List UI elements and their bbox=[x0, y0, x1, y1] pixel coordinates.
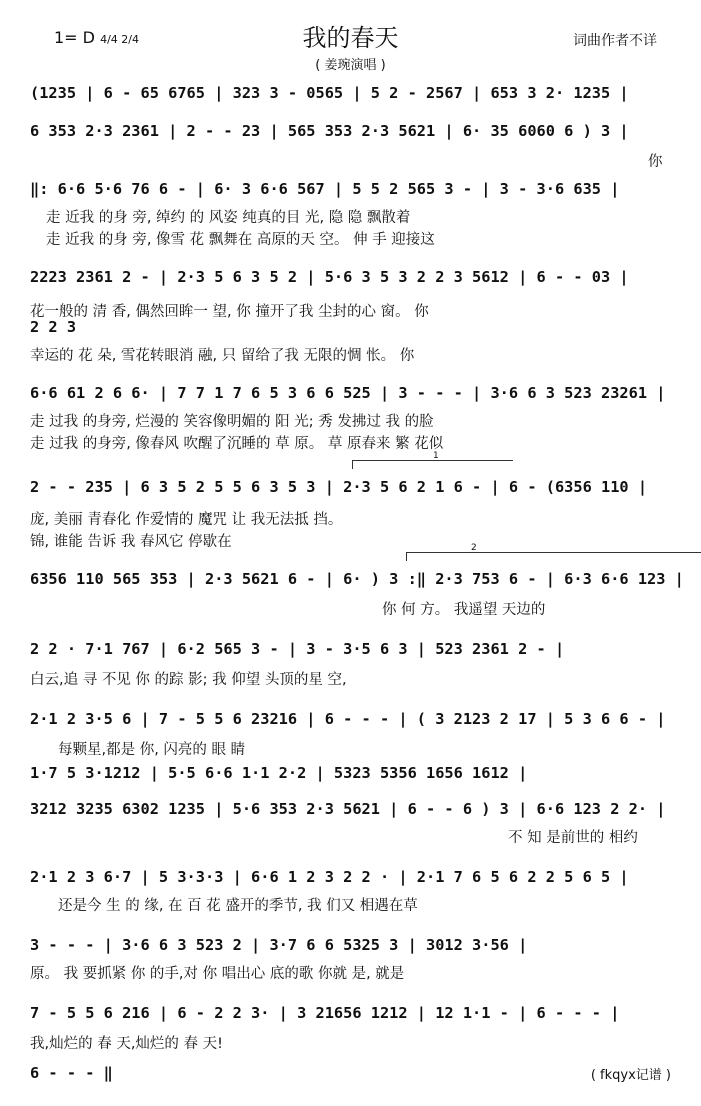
lyric-line: 走 过我 的身旁, 烂漫的 笑容像明媚的 阳 光; 秀 发拂过 我 的脸 bbox=[30, 414, 434, 430]
volta-bracket-1: 1 bbox=[352, 460, 513, 469]
notation-line: (1235 | 6 - 65 6765 | 323 3 - 0565 | 5 2 - 2567 | 653 3 2· 1235 | bbox=[30, 84, 629, 102]
lyric-line: 庞, 美丽 青春化 作爱情的 魔咒 让 我无法抵 挡。 bbox=[30, 512, 343, 528]
notation-line: 2 2 · 7·1 767 | 6·2 565 3 - | 3 - 3·5 6 3 | 523 2361 2 - | bbox=[30, 640, 565, 658]
lyric-line: 原。 我 要抓紧 你 的手,对 你 唱出心 底的歌 你就 是, 就是 bbox=[30, 966, 405, 982]
lyric-line: 还是今 生 的 缘, 在 百 花 盛开的季节, 我 们又 相遇在草 bbox=[58, 898, 418, 914]
lyric-line: 白云,追 寻 不见 你 的踪 影; 我 仰望 头顶的星 空, bbox=[30, 672, 347, 688]
lyric-line: 不 知 是前世的 相约 bbox=[508, 830, 638, 846]
notation-line: 6 353 2·3 2361 | 2 - - 23 | 565 353 2·3 5621 | 6· 35 6060 6 ) 3 | bbox=[30, 122, 629, 140]
notation-line: 3212 3235 6302 1235 | 5·6 353 2·3 5621 | 6 - - 6 ) 3 | 6·6 123 2 2· | bbox=[30, 800, 666, 818]
lyric-line: 我,灿烂的 春 天,灿烂的 春 天! bbox=[30, 1036, 223, 1052]
notation-line: 6 - - - ‖ bbox=[30, 1064, 113, 1082]
notation-line: 2 2 3 bbox=[30, 318, 77, 336]
notation-line: 2·1 2 3 6·7 | 5 3·3·3 | 6·6 1 2 3 2 2 · | 2·1 7 6 5 6 2 2 5 6 5 | bbox=[30, 868, 629, 886]
notation-line: 2·1 2 3·5 6 | 7 - 5 5 6 23216 | 6 - - - | ( 3 2123 2 17 | 5 3 6 6 - | bbox=[30, 710, 666, 728]
lyric-line: 幸运的 花 朵, 雪花转眼消 融, 只 留给了我 无限的惆 怅。 你 bbox=[30, 348, 415, 364]
notation-line: 3 - - - | 3·6 6 3 523 2 | 3·7 6 6 5325 3 | 3012 3·56 | bbox=[30, 936, 528, 954]
song-title: 我的春天 bbox=[302, 24, 399, 52]
notation-line: 2223 2361 2 - | 2·3 5 6 3 5 2 | 5·6 3 5 3 2 2 3 5612 | 6 - - 03 | bbox=[30, 268, 629, 286]
notation-line: 2 - - 235 | 6 3 5 2 5 5 6 3 5 3 | 2·3 5 6 2 1 6 - | 6 - (6356 110 | bbox=[30, 478, 648, 496]
transcriber-credit: ( fkqyx记谱 ) bbox=[590, 1068, 671, 1083]
lyric-line: 花一般的 清 香, 偶然回眸一 望, 你 撞开了我 尘封的心 窗。 你 bbox=[30, 304, 429, 320]
notation-line: ‖: 6·6 5·6 76 6 - | 6· 3 6·6 567 | 5 5 2 565 3 - | 3 - 3·6 635 | bbox=[30, 180, 620, 198]
singer-line: ( 姜琬演唱 ) bbox=[315, 58, 386, 73]
notation-line: 6·6 61 2 6 6· | 7 7 1 7 6 5 3 6 6 525 | 3 - - - | 3·6 6 3 523 23261 | bbox=[30, 384, 666, 402]
lyric-line: 走 近我 的身 旁, 绰约 的 风姿 纯真的目 光, 隐 隐 飘散着 bbox=[46, 210, 411, 226]
lyric-line: 你 何 方。 我遥望 天边的 bbox=[382, 602, 546, 618]
volta-bracket-2: 2 bbox=[406, 552, 701, 561]
lyric-line: 你 bbox=[648, 154, 663, 170]
lyric-line: 走 近我 的身 旁, 像雪 花 飘舞在 高原的天 空。 伸 手 迎接这 bbox=[46, 232, 435, 248]
time-signature: 4/4 2/4 bbox=[100, 33, 139, 46]
notation-line: 6356 110 565 353 | 2·3 5621 6 - | 6· ) 3 :‖ 2·3 753 6 - | 6·3 6·6 123 | bbox=[30, 570, 684, 588]
composer-credit: 词曲作者不详 bbox=[573, 33, 657, 49]
key-signature: 1= D 4/4 2/4 bbox=[54, 28, 139, 47]
notation-line: 1·7 5 3·1212 | 5·5 6·6 1·1 2·2 | 5323 5356 1656 1612 | bbox=[30, 764, 528, 782]
lyric-line: 锦, 谁能 告诉 我 春风它 停歇在 bbox=[30, 534, 232, 550]
lyric-line: 每颗星,都是 你, 闪亮的 眼 睛 bbox=[58, 742, 246, 758]
lyric-line: 走 过我 的身旁, 像春风 吹醒了沉睡的 草 原。 草 原春来 繁 花似 bbox=[30, 436, 444, 452]
notation-line: 7 - 5 5 6 216 | 6 - 2 2 3· | 3 21656 1212 | 12 1·1 - | 6 - - - | bbox=[30, 1004, 620, 1022]
